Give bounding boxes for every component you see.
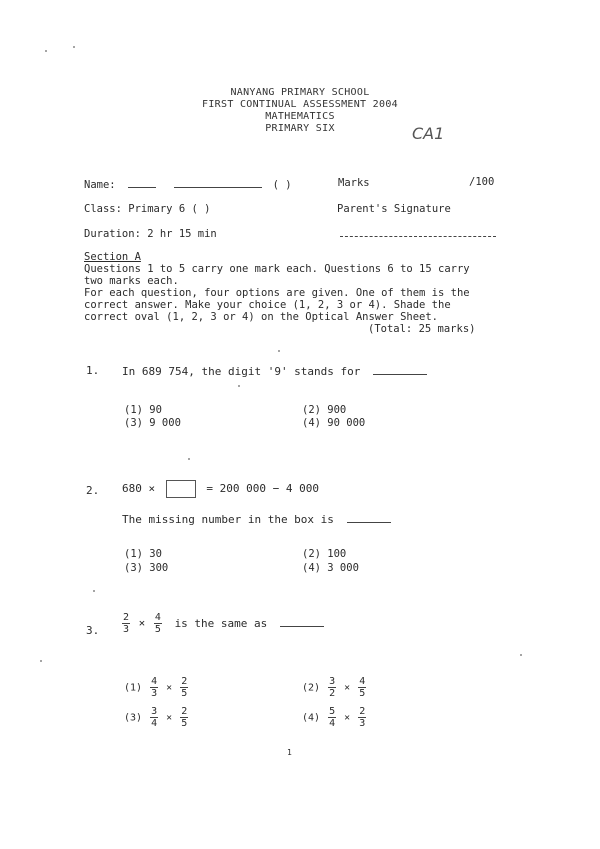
fraction	[122, 612, 130, 635]
answer-blank	[347, 512, 391, 523]
school-name: NANYANG PRIMARY SCHOOL	[230, 87, 370, 98]
numerator: 2	[181, 676, 188, 687]
fraction	[180, 706, 188, 729]
denominator: 3	[359, 718, 366, 729]
numerator: 2	[123, 612, 130, 623]
numerator: 2	[181, 706, 188, 717]
equation-rhs: = 200 000 − 4 000	[206, 482, 319, 495]
missing-number-box	[166, 480, 196, 498]
name-label: Name:	[84, 179, 116, 191]
name-blank-1	[128, 177, 156, 188]
denominator: 3	[151, 688, 158, 699]
instruction-line: two marks each.	[84, 275, 179, 287]
denominator: 4	[329, 718, 336, 729]
ca1-stamp: CA1	[412, 124, 445, 143]
denominator: 2	[329, 688, 336, 699]
question-3-expression	[120, 612, 324, 635]
option-3[interactable]: (3) 9 000	[124, 417, 181, 429]
parent-signature-label: Parent's Signature	[337, 203, 451, 215]
fraction	[358, 706, 366, 729]
instruction-line: For each question, four options are given. One of them is the	[84, 287, 470, 299]
option-1[interactable]: (1) 90	[124, 404, 162, 416]
page-number: 1	[287, 748, 292, 757]
scan-speck	[238, 385, 240, 387]
scan-speck	[45, 50, 47, 52]
numerator: 3	[151, 706, 158, 717]
denominator: 5	[359, 688, 366, 699]
numerator: 2	[359, 706, 366, 717]
times-sign: ×	[344, 682, 351, 694]
instruction-line: Questions 1 to 5 carry one mark each. Questions 6 to 15 carry	[84, 263, 470, 275]
subject-title: MATHEMATICS	[265, 111, 335, 122]
question-text: The missing number in the box is	[122, 513, 334, 526]
denominator: 5	[154, 624, 161, 635]
scan-speck	[40, 660, 42, 662]
option-3[interactable]	[124, 706, 190, 729]
denominator: 3	[123, 624, 130, 635]
times-sign: ×	[344, 712, 351, 724]
option-4[interactable]: (4) 3 000	[302, 562, 359, 574]
question-2-equation	[122, 480, 319, 498]
denominator: 5	[181, 688, 188, 699]
equation-lhs: 680 ×	[122, 482, 156, 495]
scan-speck	[188, 458, 190, 460]
numerator: 4	[154, 612, 161, 623]
denominator: 4	[151, 718, 158, 729]
fraction	[358, 676, 366, 699]
times-sign: ×	[138, 616, 146, 630]
option-label: (2)	[302, 682, 321, 694]
question-text: In 689 754, the digit '9' stands for	[122, 365, 361, 378]
numerator: 5	[329, 706, 336, 717]
option-4[interactable]: (4) 90 000	[302, 417, 366, 429]
signature-line[interactable]	[340, 236, 496, 237]
register-number-paren: ( )	[272, 179, 292, 191]
option-2[interactable]: (2) 900	[302, 404, 347, 416]
option-label: (4)	[302, 712, 321, 724]
fraction	[180, 676, 188, 699]
duration-label: Duration: 2 hr 15 min	[84, 228, 217, 240]
marks-label: Marks	[338, 177, 370, 189]
class-field[interactable]: Class: Primary 6 ( )	[84, 203, 211, 215]
instruction-line: correct oval (1, 2, 3 or 4) on the Optical Answer Sheet.	[84, 311, 439, 323]
fraction	[328, 706, 336, 729]
scan-speck	[520, 654, 522, 656]
scan-speck	[278, 350, 280, 352]
marks-total: /100	[469, 176, 495, 188]
scan-speck	[93, 590, 95, 592]
name-field[interactable]	[84, 177, 292, 191]
level-title: PRIMARY SIX	[265, 123, 335, 134]
section-total: (Total: 25 marks)	[368, 323, 476, 335]
fraction	[150, 676, 158, 699]
option-3[interactable]: (3) 300	[124, 562, 169, 574]
times-sign: ×	[166, 712, 173, 724]
exam-title: FIRST CONTINUAL ASSESSMENT 2004	[202, 99, 398, 110]
numerator: 3	[329, 676, 336, 687]
question-number: 2.	[86, 484, 100, 497]
option-2[interactable]: (2) 100	[302, 548, 347, 560]
scan-speck	[73, 46, 75, 48]
name-blank-2	[174, 177, 262, 188]
question-number: 3.	[86, 624, 100, 637]
numerator: 4	[151, 676, 158, 687]
answer-blank	[373, 364, 427, 375]
answer-blank	[280, 616, 324, 627]
option-label: (1)	[124, 682, 143, 694]
fraction	[150, 706, 158, 729]
question-text: is the same as	[174, 616, 268, 630]
question-1-text	[122, 364, 427, 378]
times-sign: ×	[166, 682, 173, 694]
numerator: 4	[359, 676, 366, 687]
option-1[interactable]	[124, 676, 190, 699]
option-label: (3)	[124, 712, 143, 724]
option-2[interactable]	[302, 676, 368, 699]
denominator: 5	[181, 718, 188, 729]
option-4[interactable]	[302, 706, 368, 729]
section-title: Section A	[84, 251, 141, 263]
question-number: 1.	[86, 364, 100, 377]
option-1[interactable]: (1) 30	[124, 548, 162, 560]
instruction-line: correct answer. Make your choice (1, 2, 3 or 4). Shade the	[84, 299, 451, 311]
fraction	[328, 676, 336, 699]
question-2-text	[122, 512, 391, 526]
fraction	[154, 612, 162, 635]
